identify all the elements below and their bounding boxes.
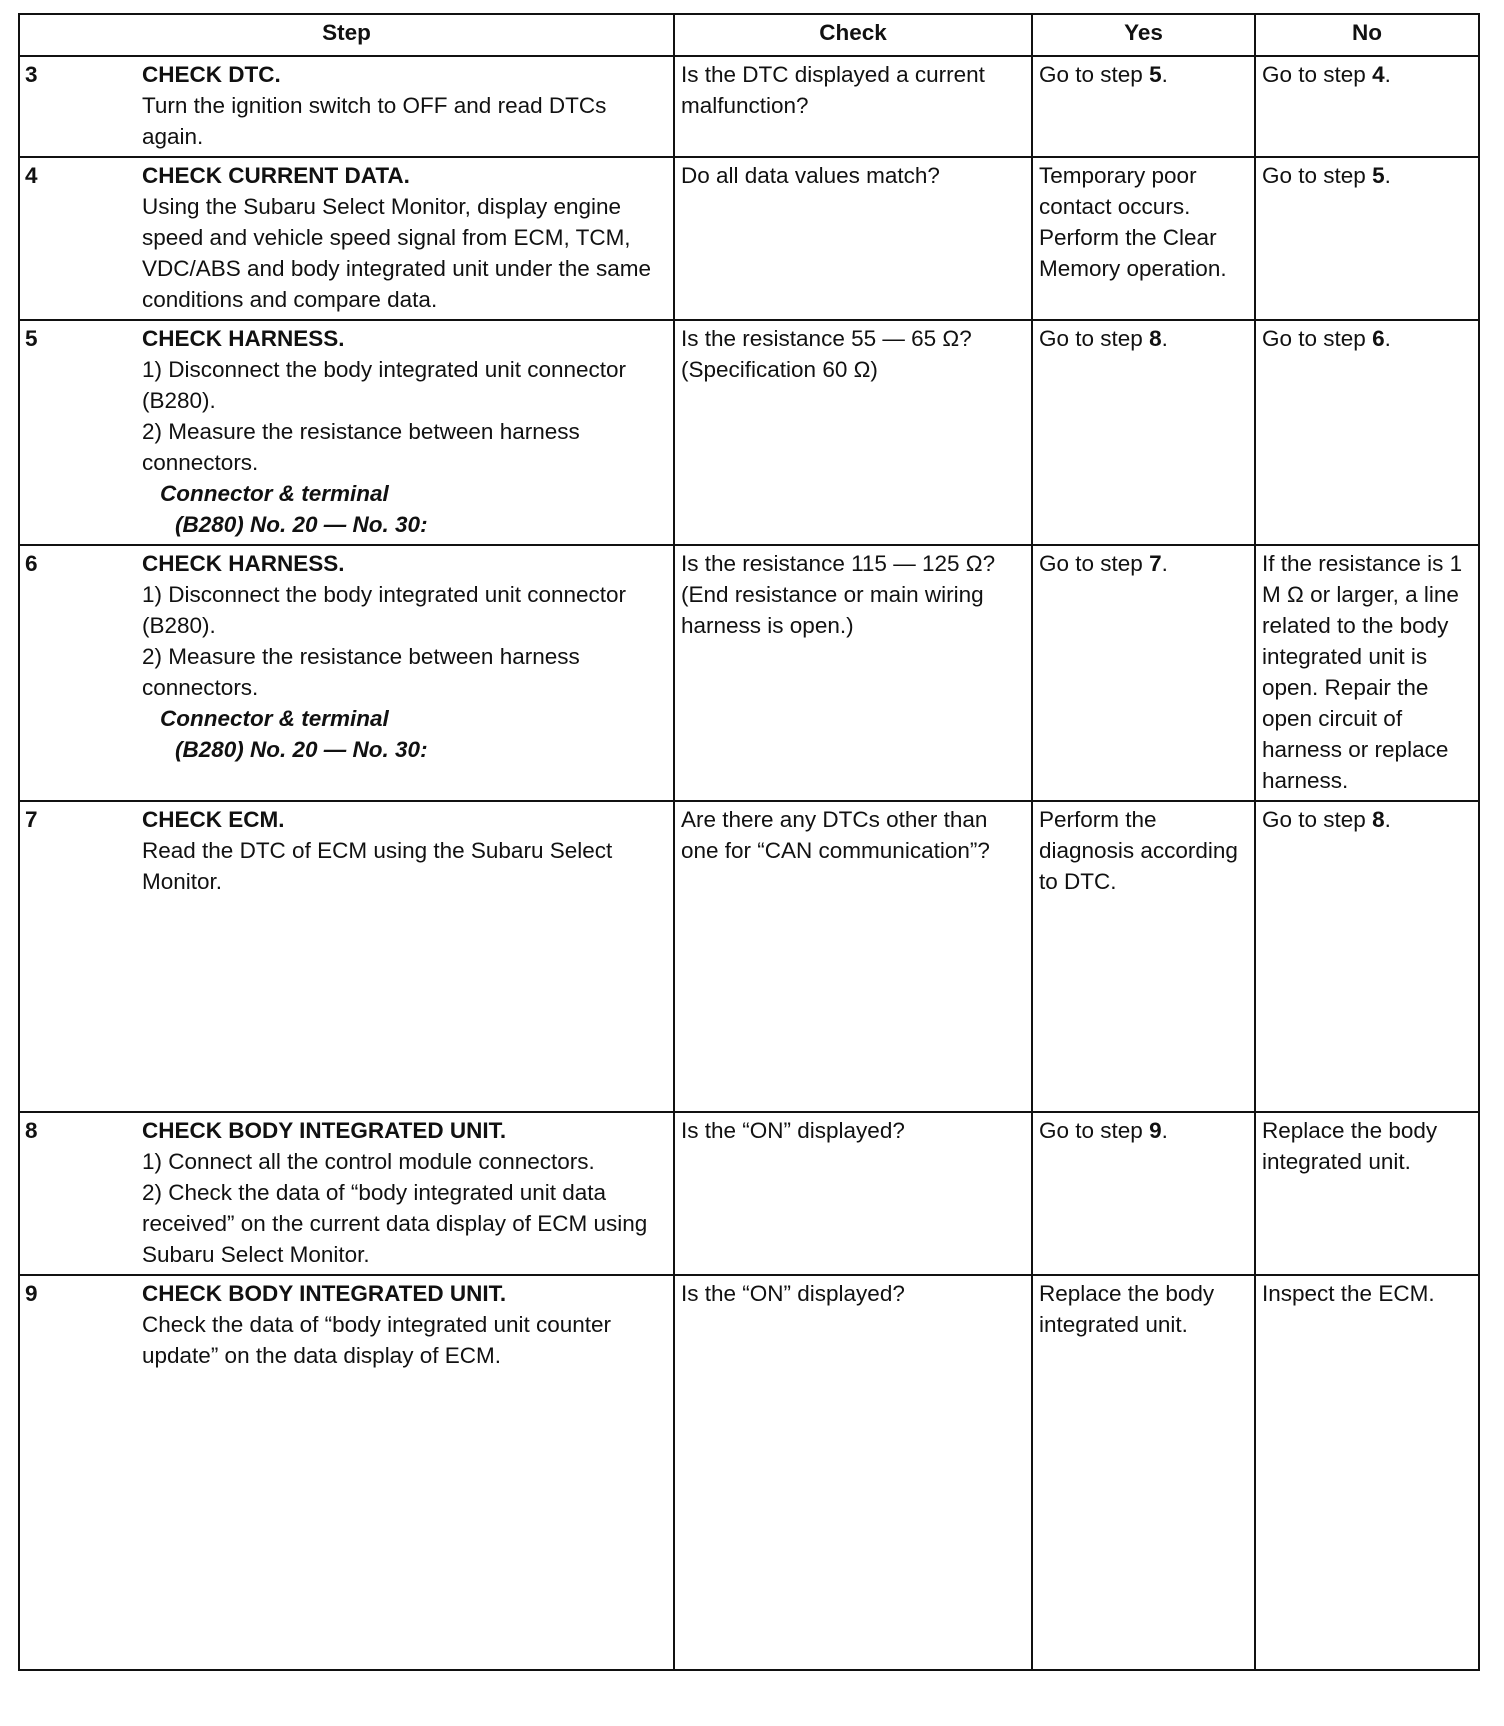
yes-cell [1032, 56, 1255, 157]
no-cell [1255, 56, 1479, 157]
yes-text: Go to step [1039, 326, 1150, 351]
step-instruction: Read the DTC of ECM using the Subaru Select Monitor. [142, 838, 613, 894]
check-text: Is the “ON” displayed? [681, 1118, 905, 1143]
table-row [19, 545, 1479, 801]
step-cell [19, 157, 674, 320]
no-step-number: 8 [1372, 807, 1385, 832]
no-cell [1255, 1112, 1479, 1275]
step-number: 8 [25, 1118, 38, 1143]
no-text: If the resistance is 1 M Ω or larger, a line related to the body integrated unit is open. Repair the open circuit of harness or replace harness. [1262, 551, 1463, 793]
step-instruction: 2) Measure the resistance between harness connectors. [142, 419, 580, 475]
table-row [19, 320, 1479, 545]
no-step-number: 5 [1372, 163, 1385, 188]
table-row [19, 801, 1479, 1112]
no-cell [1255, 801, 1479, 1112]
check-cell [674, 1112, 1032, 1275]
check-cell [674, 1275, 1032, 1670]
no-text: Go to step [1262, 326, 1373, 351]
no-text: Go to step [1262, 163, 1373, 188]
step-number: 6 [25, 551, 38, 576]
no-cell [1255, 545, 1479, 801]
step-cell [19, 1112, 674, 1275]
yes-cell [1032, 157, 1255, 320]
yes-text: Temporary poor contact occurs. Perform the Clear Memory operation. [1039, 163, 1227, 281]
step-body [142, 59, 667, 152]
step-body [142, 804, 667, 897]
yes-text: Go to step [1039, 1118, 1150, 1143]
check-text: Are there any DTCs other than one for “CAN communication”? [681, 807, 990, 863]
table-row [19, 157, 1479, 320]
header-yes: Yes [1032, 14, 1255, 56]
step-title: CHECK CURRENT DATA. [142, 163, 410, 188]
step-number: 9 [25, 1281, 38, 1306]
yes-end: . [1161, 1118, 1168, 1143]
yes-step-number: 8 [1149, 326, 1162, 351]
no-cell [1255, 157, 1479, 320]
table-row [19, 1275, 1479, 1670]
no-end: . [1384, 807, 1391, 832]
step-title: CHECK DTC. [142, 62, 281, 87]
connector-terminal-value: (B280) No. 20 — No. 30: [175, 512, 428, 537]
no-end: . [1384, 163, 1391, 188]
check-text: Is the resistance 115 — 125 Ω? (End resistance or main wiring harness is open.) [681, 551, 996, 638]
check-cell [674, 56, 1032, 157]
step-body [142, 1115, 667, 1270]
connector-terminal-value: (B280) No. 20 — No. 30: [175, 737, 428, 762]
no-step-number: 4 [1372, 62, 1385, 87]
yes-end: . [1161, 62, 1168, 87]
step-instruction: Check the data of “body integrated unit counter update” on the data display of ECM. [142, 1312, 612, 1368]
yes-step-number: 9 [1149, 1118, 1162, 1143]
yes-cell [1032, 1275, 1255, 1670]
step-body [142, 323, 667, 540]
connector-terminal-label: Connector & terminal [160, 481, 389, 506]
no-text: Go to step [1262, 807, 1373, 832]
no-text: Inspect the ECM. [1262, 1281, 1435, 1306]
step-instruction: 1) Disconnect the body integrated unit connector (B280). [142, 582, 627, 638]
step-cell [19, 56, 674, 157]
step-instruction: Using the Subaru Select Monitor, display engine speed and vehicle speed signal from ECM, TCM, VDC/ABS and body integrated unit under the same conditions and compare data. [142, 194, 652, 312]
table-row [19, 1112, 1479, 1275]
check-text: Is the “ON” displayed? [681, 1281, 905, 1306]
header-row [19, 14, 1479, 56]
yes-end: . [1161, 551, 1168, 576]
check-cell [674, 545, 1032, 801]
step-body [142, 548, 667, 765]
yes-step-number: 5 [1149, 62, 1162, 87]
step-cell [19, 1275, 674, 1670]
step-number: 4 [25, 163, 38, 188]
yes-text: Perform the diagnosis according to DTC. [1039, 807, 1238, 894]
no-cell [1255, 320, 1479, 545]
step-cell [19, 320, 674, 545]
step-title: CHECK HARNESS. [142, 551, 345, 576]
no-text: Go to step [1262, 62, 1373, 87]
no-text: Replace the body integrated unit. [1262, 1118, 1438, 1174]
no-end: . [1384, 62, 1391, 87]
step-body [142, 1278, 667, 1371]
yes-text: Go to step [1039, 551, 1150, 576]
no-end: . [1384, 326, 1391, 351]
yes-cell [1032, 801, 1255, 1112]
step-title: CHECK HARNESS. [142, 326, 345, 351]
step-instruction: 2) Check the data of “body integrated unit data received” on the current data display of ECM using Subaru Select Monitor. [142, 1180, 648, 1267]
yes-cell [1032, 1112, 1255, 1275]
check-cell [674, 320, 1032, 545]
header-no: No [1255, 14, 1479, 56]
check-text: Is the resistance 55 — 65 Ω? (Specification 60 Ω) [681, 326, 972, 382]
connector-terminal-label: Connector & terminal [160, 706, 389, 731]
step-title: CHECK BODY INTEGRATED UNIT. [142, 1118, 507, 1143]
step-instruction: 1) Disconnect the body integrated unit connector (B280). [142, 357, 627, 413]
step-cell [19, 801, 674, 1112]
check-cell [674, 801, 1032, 1112]
step-cell [19, 545, 674, 801]
header-check: Check [674, 14, 1032, 56]
check-cell [674, 157, 1032, 320]
check-text: Is the DTC displayed a current malfunction? [681, 62, 985, 118]
step-title: CHECK ECM. [142, 807, 285, 832]
yes-cell [1032, 320, 1255, 545]
step-title: CHECK BODY INTEGRATED UNIT. [142, 1281, 507, 1306]
step-number: 3 [25, 62, 38, 87]
yes-text: Go to step [1039, 62, 1150, 87]
yes-step-number: 7 [1149, 551, 1162, 576]
step-instruction: Turn the ignition switch to OFF and read DTCs again. [142, 93, 607, 149]
header-step: Step [19, 14, 674, 56]
step-body [142, 160, 667, 315]
no-step-number: 6 [1372, 326, 1385, 351]
yes-end: . [1161, 326, 1168, 351]
table-row [19, 56, 1479, 157]
step-instruction: 2) Measure the resistance between harness connectors. [142, 644, 580, 700]
check-text: Do all data values match? [681, 163, 940, 188]
diagnostic-table [18, 13, 1480, 1671]
no-cell [1255, 1275, 1479, 1670]
yes-text: Replace the body integrated unit. [1039, 1281, 1215, 1337]
step-number: 7 [25, 807, 38, 832]
yes-cell [1032, 545, 1255, 801]
step-number: 5 [25, 326, 38, 351]
step-instruction: 1) Connect all the control module connectors. [142, 1149, 595, 1174]
